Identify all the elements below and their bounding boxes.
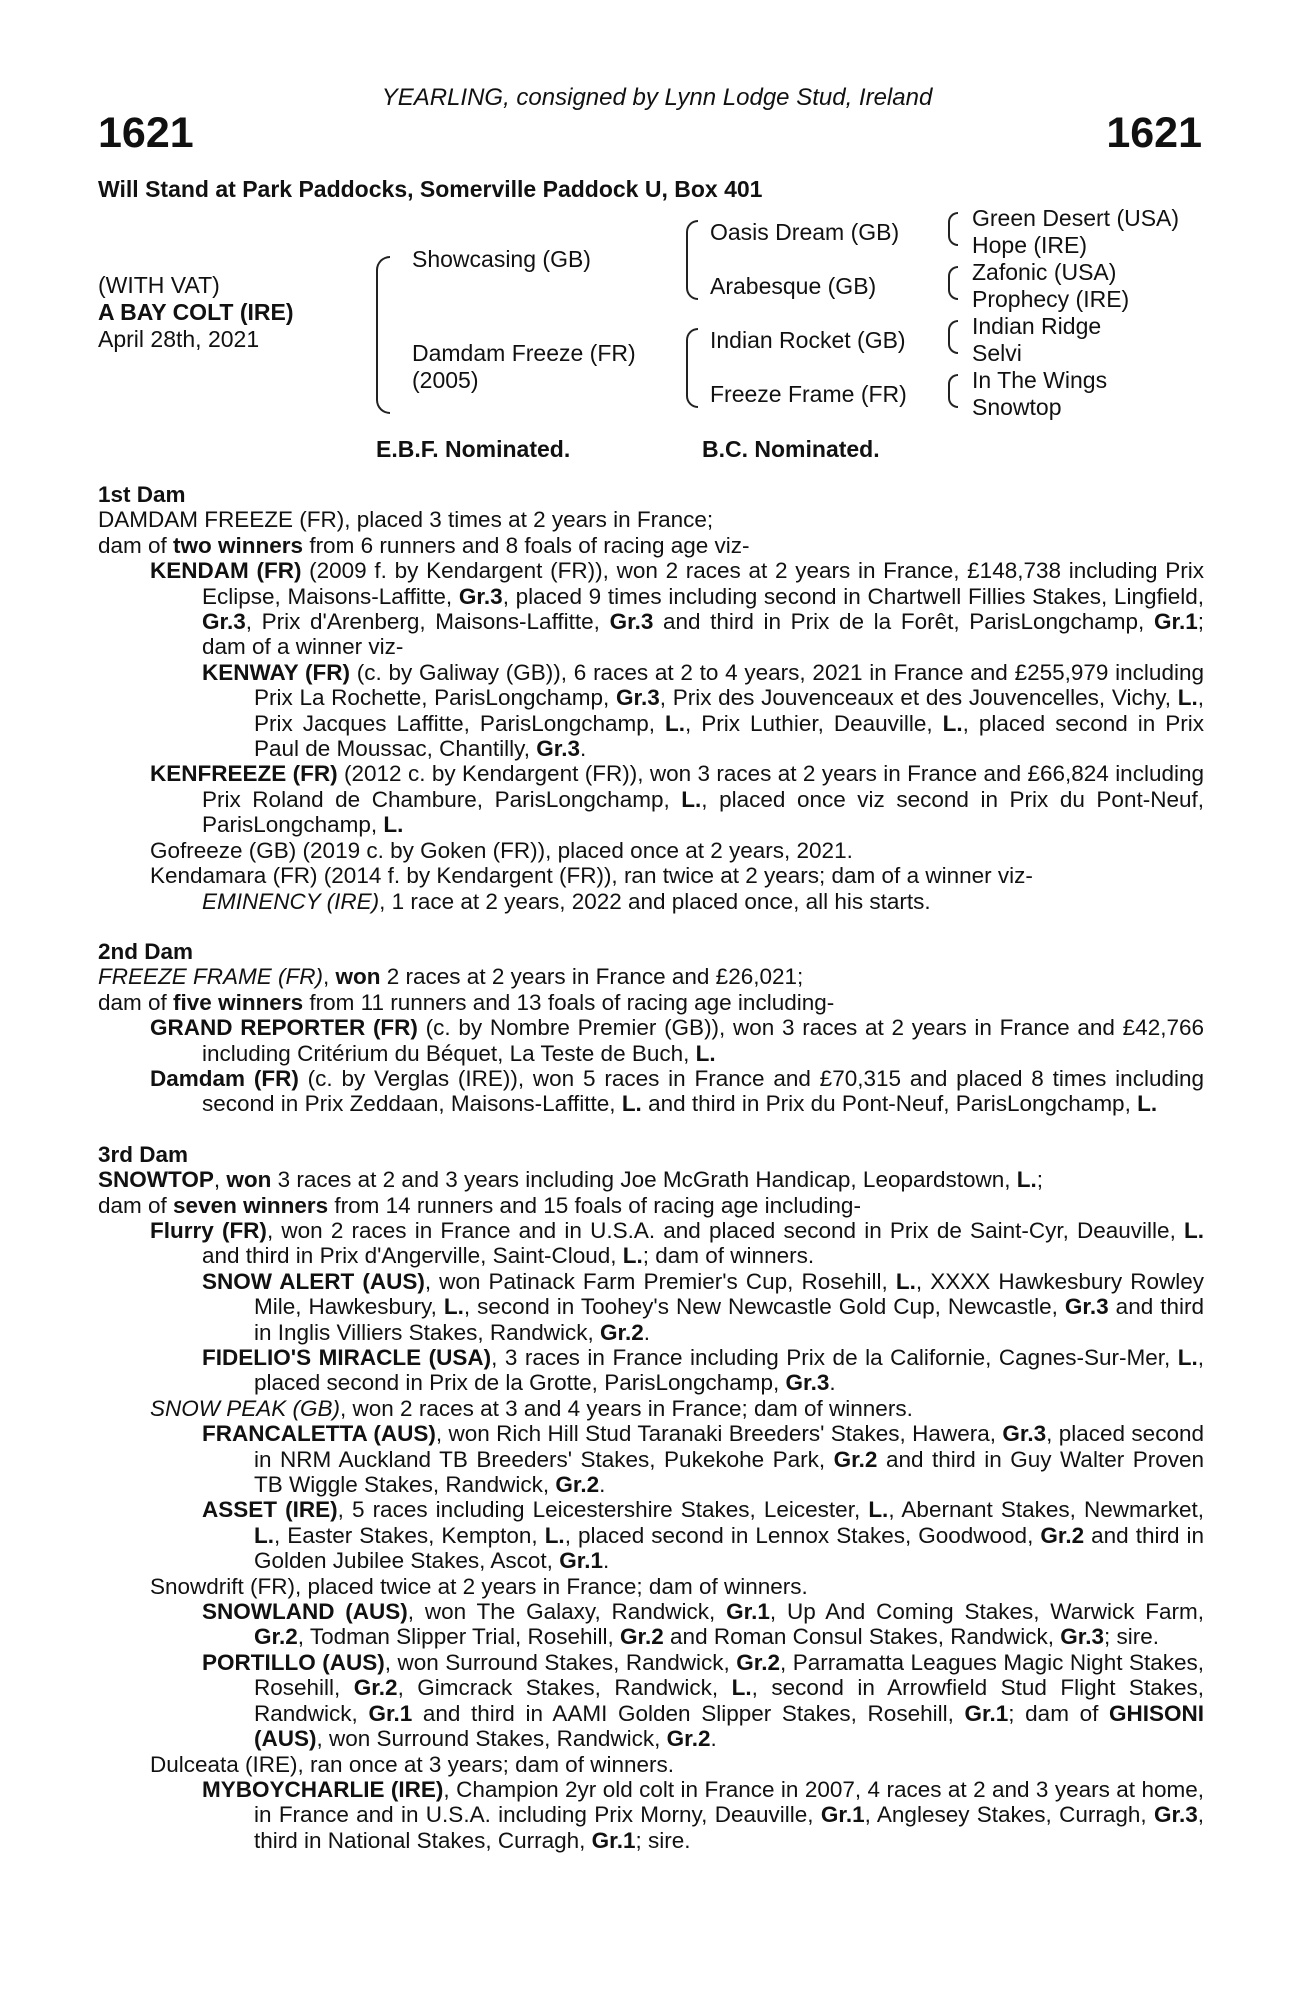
- pedigree-brace-g2: [948, 266, 958, 300]
- second-dam-heading: 2nd Dam: [98, 938, 194, 964]
- third-dam-line: SNOWTOP, won 3 races at 2 and 3 years including Joe McGrath Handicap, Leopardstown, L.;: [98, 1167, 1044, 1193]
- third-dam-heading: 3rd Dam: [98, 1141, 189, 1167]
- g3-ancestor: Selvi: [972, 340, 1022, 366]
- produce-entry: EMINENCY (IRE), 1 race at 2 years, 2022 and placed once, all his starts.: [202, 888, 931, 914]
- third-dam-produce-line: dam of seven winners from 14 runners and 15 foals of racing age including-: [98, 1192, 861, 1218]
- g3-ancestor: Prophecy (IRE): [972, 286, 1130, 312]
- dam-sire-name: Indian Rocket (GB): [710, 327, 906, 353]
- pedigree-brace-dam: [686, 328, 698, 408]
- produce-entry: Flurry (FR), won 2 races in France and in U.S.A. and placed second in Prix de Saint-Cyr, Deauville, L. and third in Prix d'Angerville, Saint-Cloud, L.; dam of winners.: [150, 1217, 1205, 1269]
- first-dam-produce-line: dam of two winners from 6 runners and 8 foals of racing age viz-: [98, 532, 750, 558]
- produce-entry: FIDELIO'S MIRACLE (USA), 3 races in France including Prix de la Californie, Cagnes-Sur-Mer, L., placed second in Prix de la Grotte, ParisLongchamp, Gr.3.: [202, 1345, 1204, 1396]
- sire-name: Showcasing (GB): [412, 246, 591, 272]
- g3-ancestor: Hope (IRE): [972, 232, 1088, 258]
- produce-entry: PORTILLO (AUS), won Surround Stakes, Randwick, Gr.2, Parramatta Leagues Magic Night Stakes, Rosehill, Gr.2, Gimcrack Stakes, Randwick, L., second in Arrowfield Stud Flight Stakes, Randwick, Gr.1 and third in AAMI Golden Slipper Stakes, Rosehill, Gr.1; dam of GHISONI (AUS), won Surround Stakes, Randwick, Gr.2.: [202, 1649, 1205, 1752]
- stand-location: Will Stand at Park Paddocks, Somerville Paddock U, Box 401: [98, 176, 763, 202]
- lot-number-right: 1621: [1106, 109, 1202, 157]
- produce-entry: KENWAY (FR) (c. by Galiway (GB)), 6 races at 2 to 4 years, 2021 in France and £255,979 including Prix La Rochette, ParisLongchamp, Gr.3, Prix des Jouvenceaux et des Jouvencelles, Vichy, L., Prix Jacques Laffitte, ParisLongchamp, L., Prix Luthier, Deauville, L., placed second in Prix Paul de Moussac, Chantilly, Gr.3.: [202, 659, 1205, 762]
- dam-dam-name: Freeze Frame (FR): [710, 381, 907, 407]
- pedigree-brace-g1: [948, 212, 958, 246]
- g3-ancestor: Zafonic (USA): [972, 259, 1117, 285]
- g3-ancestor: Indian Ridge: [972, 313, 1102, 339]
- pedigree-brace-main: [376, 256, 390, 414]
- ebf-nomination: E.B.F. Nominated.: [376, 436, 571, 462]
- first-dam-heading: 1st Dam: [98, 482, 186, 507]
- produce-entry: SNOW ALERT (AUS), won Patinack Farm Premier's Cup, Rosehill, L., XXXX Hawkesbury Rowley Mile, Hawkesbury, L., second in Toohey's New Newcastle Gold Cup, Newcastle, Gr.3 and third in Inglis Villiers Stakes, Randwick, Gr.2.: [202, 1268, 1204, 1345]
- g3-ancestor: In The Wings: [972, 367, 1108, 393]
- second-dam-line: FREEZE FRAME (FR), won 2 races at 2 years in France and £26,021;: [98, 964, 804, 990]
- lot-number-left: 1621: [98, 109, 194, 157]
- pedigree-brace-sire: [686, 220, 698, 300]
- bc-nomination: B.C. Nominated.: [702, 436, 880, 462]
- produce-entry: KENDAM (FR) (2009 f. by Kendargent (FR)), won 2 races at 2 years in France, £148,738 including Prix Eclipse, Maisons-Laffitte, Gr.3, placed 9 times including second in Chartwell Fillies Stakes, Lingfield, Gr.3, Prix d'Arenberg, Maisons-Laffitte, Gr.3 and third in Prix de la Forêt, ParisLongchamp, Gr.1; dam of a winner viz-: [150, 558, 1205, 660]
- pedigree-brace-g3: [948, 320, 958, 354]
- dam-year: (2005): [412, 367, 479, 393]
- second-dam-produce-line: dam of five winners from 11 runners and 13 foals of racing age including-: [98, 989, 835, 1015]
- g3-ancestor: Green Desert (USA): [972, 205, 1180, 231]
- produce-entry: MYBOYCHARLIE (IRE), Champion 2yr old colt in France in 2007, 4 races at 2 and 3 years at home, in France and in U.S.A. including Prix Morny, Deauville, Gr.1, Anglesey Stakes, Curragh, Gr.3, third in National Stakes, Curragh, Gr.1; sire.: [202, 1776, 1205, 1853]
- first-dam-line: DAMDAM FREEZE (FR), placed 3 times at 2 years in France;: [98, 507, 714, 533]
- sire-dam-name: Arabesque (GB): [710, 273, 877, 299]
- produce-entry: Kendamara (FR) (2014 f. by Kendargent (FR)), ran twice at 2 years; dam of a winner viz-: [150, 863, 1033, 889]
- produce-entry: Gofreeze (GB) (2019 c. by Goken (FR)), placed once at 2 years, 2021.: [150, 837, 853, 863]
- produce-entry: Dulceata (IRE), ran once at 3 years; dam of winners.: [150, 1751, 674, 1777]
- horse-name: A BAY COLT (IRE): [98, 299, 294, 325]
- produce-entry: SNOWLAND (AUS), won The Galaxy, Randwick, Gr.1, Up And Coming Stakes, Warwick Farm, Gr.2, Todman Slipper Trial, Rosehill, Gr.2 and Roman Consul Stakes, Randwick, Gr.3; sire.: [202, 1599, 1204, 1650]
- produce-entry: Damdam (FR) (c. by Verglas (IRE)), won 5 races in France and £70,315 and placed 8 times including second in Prix Zeddaan, Maisons-Laffitte, L. and third in Prix du Pont-Neuf, ParisLongchamp, L.: [150, 1065, 1204, 1117]
- produce-entry: Snowdrift (FR), placed twice at 2 years in France; dam of winners.: [150, 1573, 808, 1599]
- produce-entry: SNOW PEAK (GB), won 2 races at 3 and 4 years in France; dam of winners.: [150, 1395, 913, 1421]
- consignment-line: YEARLING, consigned by Lynn Lodge Stud, Ireland: [381, 84, 933, 111]
- g3-ancestor: Snowtop: [972, 394, 1062, 420]
- sire-sire-name: Oasis Dream (GB): [710, 219, 900, 245]
- produce-entry: KENFREEZE (FR) (2012 c. by Kendargent (FR)), won 3 races at 2 years in France and £66,824 including Prix Roland de Chambure, ParisLongchamp, L., placed once viz second in Prix du Pont-Neuf, ParisLongchamp, L.: [150, 761, 1205, 838]
- horse-dob: April 28th, 2021: [98, 326, 260, 352]
- catalogue-body: [98, 482, 1204, 1853]
- produce-entry: GRAND REPORTER (FR) (c. by Nombre Premier (GB)), won 3 races at 2 years in France and £42,766 including Critérium du Béquet, La Teste de Buch, L.: [150, 1015, 1204, 1066]
- vat-note: (WITH VAT): [98, 272, 220, 298]
- dam-name: Damdam Freeze (FR): [412, 340, 636, 366]
- produce-entry: ASSET (IRE), 5 races including Leicestershire Stakes, Leicester, L., Abernant Stakes, Newmarket, L., Easter Stakes, Kempton, L., placed second in Lennox Stakes, Goodwood, Gr.2 and third in Golden Jubilee Stakes, Ascot, Gr.1.: [202, 1497, 1204, 1574]
- pedigree-brace-g4: [948, 374, 958, 408]
- produce-entry: FRANCALETTA (AUS), won Rich Hill Stud Taranaki Breeders' Stakes, Hawera, Gr.3, placed second in NRM Auckland TB Breeders' Stakes, Pukekohe Park, Gr.2 and third in Guy Walter Proven TB Wiggle Stakes, Randwick, Gr.2.: [202, 1421, 1204, 1498]
